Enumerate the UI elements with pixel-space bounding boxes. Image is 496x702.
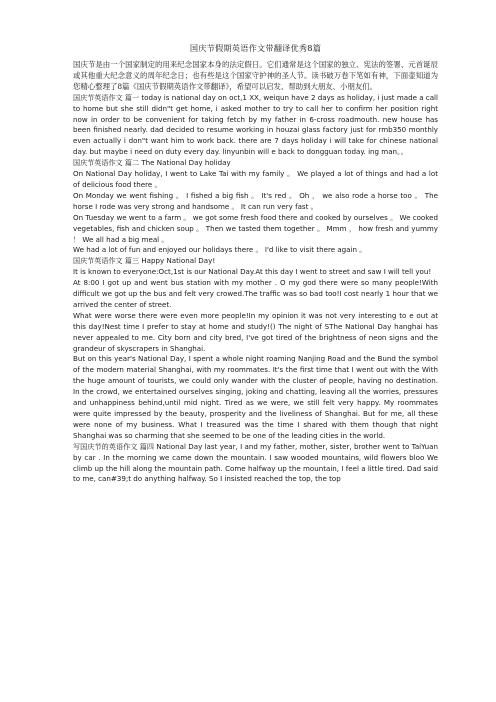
intro-paragraph: 国庆节是由一个国家制定的用来纪念国家本身的法定假日。它们通常是这个国家的独立、宪法的签署、元首诞辰或其他重大纪念意义的周年纪念日；也有些是这个国家守护神的圣人节。读书破万卷下笔如有神，下面壶知道为您精心整理了8篇《国庆节假期英语作文带翻译》，希望可以启发、帮助到大朋友、小朋友们。 — [73, 60, 438, 91]
essay-two-paragraph: We had a lot of fun and enjoyed our holidays there 。 I'd like to visit there again 。 — [73, 245, 367, 255]
essay-two-paragraph: On Tuesday we went to a farm 。 we got some fresh food there and cooked by ourselves 。 We cooked vegetables, fish and chicken soup 。 Then we tasted them together 。 Mmm ， how fresh and yummy ！ We all had a big meal 。 — [73, 212, 438, 244]
essay-three-paragraph: At 8:00 I got up and went bus station with my mother . O my god there were so many people!With difficult we got up the bus and felt very crowed.The traffic was so bad too!I cost nearly 1 hour that we arrived the center of street. — [73, 278, 438, 309]
essay-four-paragraph: 写国庆节的英语作文 篇四 National Day last year, I and my father, mother, sister, brother went to TaiYuan by car . In the morning we came down the mountain. I saw wooded mountains, wild flowers bloo We climb up the hill along the mountain path. Come halfway up the mountain, I feel a little tired. Dad said to me, can#39;t do anything halfway. So I insisted reached the top, the top — [73, 441, 438, 484]
essay-three-paragraph: It is known to everyone:Oct,1st is our National Day.At this day I went to street and saw I will tell you! — [73, 267, 432, 277]
essay-two-paragraph: On National Day holiday, I went to Lake Tai with my family 。 We played a lot of things and had a lot of delicious food there 。 — [73, 169, 438, 189]
essay-three-paragraph: But on this year's National Day, I spent a whole night roaming Nanjing Road and the Bund the symbol of the modern material Shanghai, with my roommates. It's the first time that I went out with the With the huge amount of tourists, we could only wander with the cluster of people, having no destination. In the crowd, we entertained ourselves singing, joking and chatting, leaving all the worries, pressures and unhappiness behind,until mid night. Tired as we were, we still felt very happy. My roommates were quite impressed by the beauty, prosperity and the liveliness of Shanghai. But for me, all these were none of my business. What I treasured was the time I shared with them though that night Shanghai was so charming that she seemed to be one of the leading cities in the world. — [73, 354, 438, 440]
essay-two-heading: 国庆节英语作文 篇二 The National Day holiday — [73, 158, 231, 168]
essay-three-paragraph: What were worse there were even more people!In my opinion it was not very interesting to e out at this day!Nest time I prefer to stay at home and study!() The night of SThe National Day hanghai has never appealed to me. City born and city bred, I've got tired of the brightness of neon signs and the grandeur of skyscrapers in Shanghai. — [73, 310, 438, 353]
essay-one-paragraph: 国庆节英语作文 篇一 today is national day on oct,1 XX, weiqun have 2 days as holiday, i just made a call to home but she still didn"t get home, i asked mother to try to call her to confirm her position right now in order to be convenient for taking fetch by my father in 6-cross roadmouth. new house has been finished nearly. dad decided to resume working in houzai glass factory just for rmb350 monthly even actually i don"t want him to work back. there are 7 days holiday i will take for chinese national day. but maybe i need on duty every day. linyunbin will e back to dongguan today. ing man。。 — [73, 92, 438, 157]
essay-two-paragraph: On Monday we went fishing 。 I fished a big fish 。 It's red 。 Oh ， we also rode a horse too 。 The horse I rode was very strong and handsome 。 It can run very fast 。 — [73, 190, 438, 211]
essay-three-heading: 国庆节英语作文 篇三 Happy National Day! — [73, 256, 216, 266]
document-title: 国庆节假期英语作文带翻译优秀8篇 — [189, 43, 322, 53]
